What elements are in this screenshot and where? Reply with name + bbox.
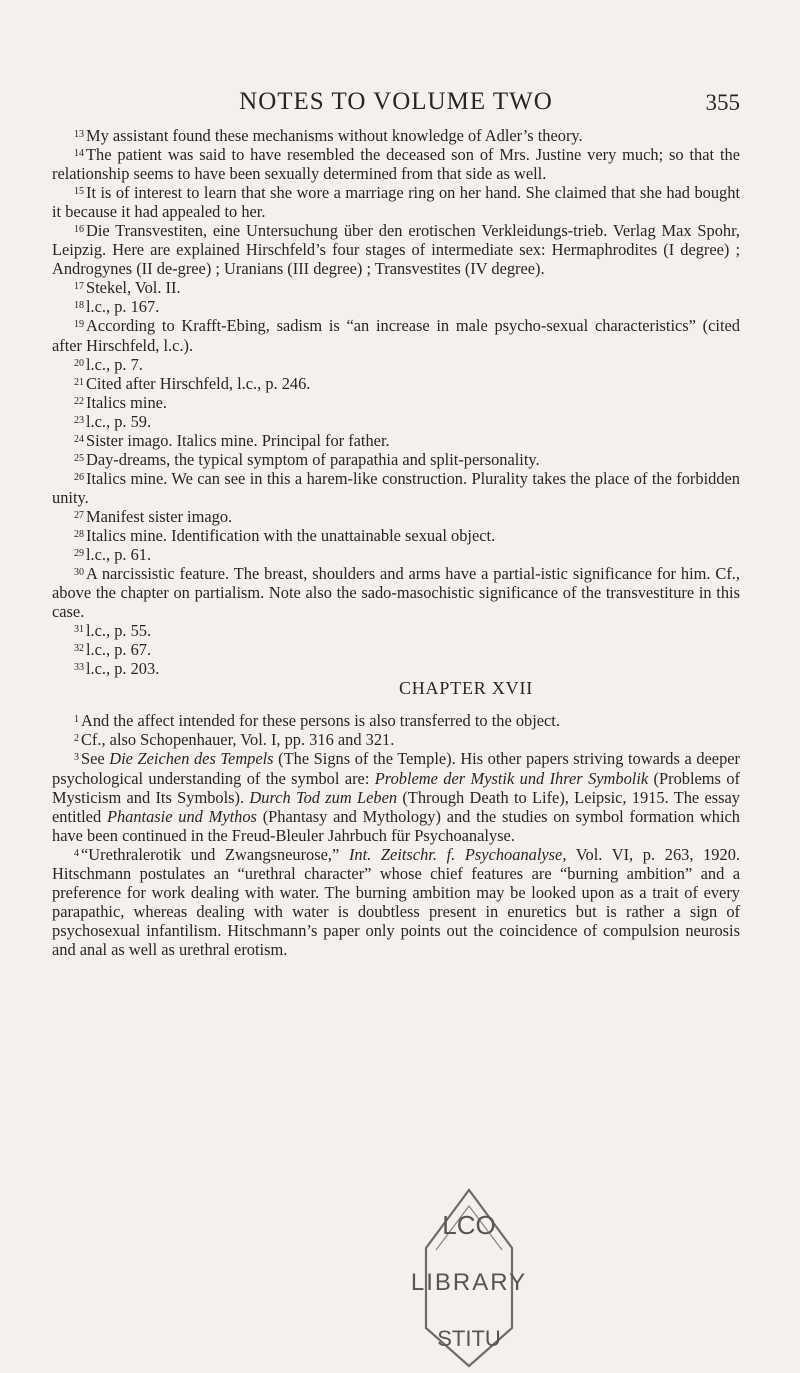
note-19 — [52, 316, 740, 354]
note-1 — [52, 711, 740, 730]
note-17 — [52, 278, 740, 297]
note-number: 18 — [74, 300, 84, 312]
note-text: l.c., p. 61. — [86, 545, 152, 565]
note-28 — [52, 526, 740, 545]
note-text: (Through Death to Life), Leipsic, 1915. The essay entitled — [52, 787, 740, 826]
stamp-middle-text: LIBRARY — [410, 1269, 528, 1296]
note-3 — [52, 749, 740, 844]
note-number: 2 — [74, 733, 79, 745]
library-stamp-graphic — [406, 1178, 532, 1368]
note-text: My assistant found these mechanisms without knowledge of Adler’s theory. — [86, 126, 583, 145]
note-text: Vol. VI, p. 263, 1920. Hitschmann postulates an “urethral character” whose chief features are “burning ambition” and a preference for work dealing with water. The burning ambition may be looked upon as a trait of every parapathic, whereas dealing with water is doubtless present in enuretics but is rather a sign of psychosexual infantilism. Hitschmann’s paper only points out the coincidence of compulsion neurosis and anal as well as urethral erotism. — [52, 844, 740, 959]
note-4 — [52, 845, 740, 959]
note-text: And the affect intended for these persons is also transferred to the object. — [81, 711, 560, 731]
note-13 — [52, 126, 740, 145]
page-number: 355 — [705, 90, 740, 115]
note-number: 25 — [74, 452, 84, 464]
note-text: (The Signs of the Temple). His other papers striving towards a deeper psychological understanding of the symbol are: — [52, 749, 740, 788]
note-text: It is of interest to learn that she wore a marriage ring on her hand. She claimed that she had bought it because it had appealed to her. — [52, 183, 740, 222]
note-26 — [52, 469, 740, 507]
notes-list-volume-two — [52, 126, 740, 678]
note-16 — [52, 221, 740, 278]
note-number: 26 — [74, 471, 84, 483]
note-text: Sister imago. Italics mine. Principal for father. — [86, 430, 390, 450]
note-italic-title: Die Zeichen des Tempels — [109, 749, 274, 769]
note-italic-title: Probleme der Mystik und Ihrer Symbolik — [374, 768, 649, 788]
note-text: Manifest sister imago. — [86, 506, 233, 526]
note-number: 22 — [74, 395, 84, 407]
note-number: 23 — [74, 414, 84, 426]
note-number: 27 — [74, 509, 84, 521]
note-18 — [52, 297, 740, 316]
page-header — [52, 86, 740, 120]
chapter-heading: CHAPTER XVII — [398, 678, 534, 699]
note-italic-title: Int. Zeitschr. f. Psychoanalyse, — [348, 844, 567, 864]
note-number: 4 — [74, 847, 79, 859]
note-italic-title: Phantasie und Mythos — [106, 806, 257, 826]
note-text: Italics mine. — [86, 392, 168, 412]
note-23 — [52, 412, 740, 431]
library-stamp — [406, 1178, 532, 1368]
note-number: 1 — [74, 714, 79, 726]
note-29 — [52, 545, 740, 564]
note-15 — [52, 183, 740, 221]
note-number: 20 — [74, 357, 84, 369]
note-number: 3 — [74, 752, 79, 764]
note-number: 24 — [74, 433, 84, 445]
note-italic-title: Durch Tod zum Leben — [249, 787, 398, 807]
note-number: 14 — [74, 148, 84, 160]
note-number: 15 — [74, 186, 84, 198]
note-number: 17 — [74, 281, 84, 293]
note-24 — [52, 431, 740, 450]
note-number: 30 — [74, 567, 84, 579]
note-text: l.c., p. 55. — [86, 621, 152, 641]
note-30 — [52, 564, 740, 621]
note-text: According to Krafft-Ebing, sadism is “an increase in male psycho-sexual characteristics” (cited after Hirschfeld, l.c.). — [52, 316, 740, 355]
note-25 — [52, 450, 740, 469]
running-title: NOTES TO VOLUME TWO — [239, 88, 553, 115]
note-text: l.c., p. 7. — [86, 354, 143, 374]
note-text: Cf., also Schopenhauer, Vol. I, pp. 316 and 321. — [81, 730, 395, 750]
note-number: 33 — [74, 662, 84, 674]
note-number: 31 — [74, 624, 84, 636]
note-text: “Urethralerotik und Zwangsneurose,” — [81, 844, 349, 864]
note-text: (Problems of Mysticism and Its Symbols). — [52, 768, 740, 807]
note-20 — [52, 355, 740, 374]
note-text: A narcissistic feature. The breast, shoulders and arms have a partial-istic significance for him. Cf., above the chapter on partialism. Note also the sado-masochistic significance of the transvestiture in this case. — [52, 564, 740, 622]
stamp-bottom-text: STITU — [437, 1326, 501, 1351]
note-text: Italics mine. We can see in this a harem-like construction. Plurality takes the place of the forbidden unity. — [52, 468, 740, 507]
notes-body — [52, 126, 740, 959]
note-text: See — [81, 749, 110, 769]
note-27 — [52, 507, 740, 526]
note-21 — [52, 374, 740, 393]
note-text: l.c., p. 67. — [86, 640, 152, 660]
note-number: 21 — [74, 376, 84, 388]
note-text: (Phantasy and Mythology) and the studies on symbol formation which have been continued in the Freud-Bleuler Jahrbuch für Psychoanalyse. — [52, 806, 740, 845]
stamp-top-text: LCO — [442, 1210, 496, 1240]
note-number: 16 — [74, 224, 84, 236]
note-number: 32 — [74, 643, 84, 655]
note-text: Day-dreams, the typical symptom of parapathia and split-personality. — [86, 449, 540, 469]
note-text: Italics mine. Identification with the unattainable sexual object. — [86, 525, 496, 545]
note-text: Stekel, Vol. II. — [86, 278, 181, 298]
note-2 — [52, 730, 740, 749]
note-33 — [52, 659, 740, 678]
note-32 — [52, 640, 740, 659]
note-text: Cited after Hirschfeld, l.c., p. 246. — [86, 373, 311, 393]
note-number: 28 — [74, 528, 84, 540]
note-text: l.c., p. 167. — [86, 297, 160, 317]
note-text: The patient was said to have resembled the deceased son of Mrs. Justine very much; so that the relationship seems to have been sexually determined from that side as well. — [52, 145, 740, 184]
note-text: Die Transvestiten, eine Untersuchung über den erotischen Verkleidungs-trieb. Verlag Max Spohr, Leipzig. Here are explained Hirschfeld’s four stages of intermediate sex: Hermaphrodites (I degree) ; Androgynes (II de-gree) ; Uranians (III degree) ; Transvestites (IV degree). — [52, 221, 740, 279]
note-number: 29 — [74, 548, 84, 560]
note-number: 13 — [74, 129, 84, 140]
note-14 — [52, 145, 740, 183]
note-text: l.c., p. 203. — [86, 659, 160, 679]
note-31 — [52, 621, 740, 640]
note-number: 19 — [74, 319, 84, 331]
note-22 — [52, 393, 740, 412]
note-text: l.c., p. 59. — [86, 411, 152, 431]
